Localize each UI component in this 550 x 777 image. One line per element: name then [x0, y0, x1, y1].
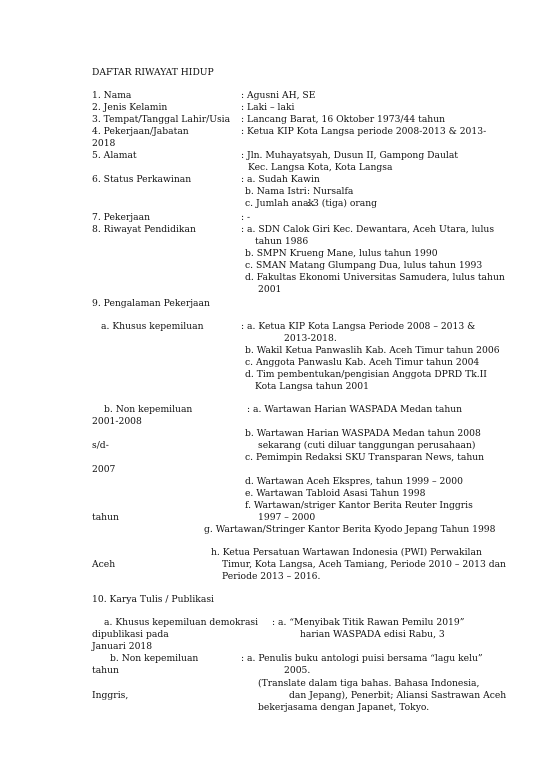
pendidikan-smp: b. SMPN Krueng Mane, lulus tahun 1990 [245, 248, 438, 259]
khusus-c: c. Anggota Panwaslu Kab. Aceh Timur tahun 2004 [245, 357, 480, 368]
karya-khusus-label: a. Khusus kepemiluan demokrasi [104, 617, 259, 628]
jenis-kelamin-label: 2. Jenis Kelamin [92, 102, 168, 113]
anak-value: : 3 (tiga) orang [307, 198, 378, 209]
non-h-cont2: Periode 2013 – 2016. [222, 571, 321, 582]
non-a: : a. Wartawan Harian WASPADA Medan tahun [247, 404, 463, 415]
ttl-value: : Lancang Barat, 16 Oktober 1973/44 tahun [241, 114, 446, 125]
status-label: 6. Status Perkawinan [92, 174, 192, 185]
istri-label: b. Nama Istri [245, 186, 307, 197]
karya-heading: 10. Karya Tulis / Publikasi [92, 594, 214, 605]
non-d: d. Wartawan Aceh Ekspres, tahun 1999 – 2000 [245, 476, 463, 487]
khusus-b: b. Wakil Ketua Panwaslih Kab. Aceh Timur tahun 2006 [245, 345, 500, 356]
pekerjaan-label: 7. Pekerjaan [92, 212, 151, 223]
pendidikan-label: 8. Riwayat Pendidikan [92, 224, 196, 235]
non-f-cont: 1997 – 2000 [258, 512, 316, 523]
karya-khusus-value2: harian WASPADA edisi Rabu, 3 [300, 629, 445, 640]
pendidikan-univ: d. Fakultas Ekonomi Universitas Samudera, lulus tahun [245, 272, 505, 283]
pendidikan-univ-cont: 2001 [258, 284, 282, 295]
nama-value: : Agusni AH, SE [241, 90, 316, 101]
karya-non-value4: dan Jepang), Penerbit; Aliansi Sastrawan Aceh [289, 690, 507, 701]
karya-khusus-left2: dipublikasi pada [92, 629, 169, 640]
document-title: DAFTAR RIWAYAT HIDUP [92, 67, 214, 78]
non-h: h. Ketua Persatuan Wartawan Indonesia (PWI) Perwakilan [211, 547, 482, 558]
pendidikan-sd-cont: tahun 1986 [255, 236, 309, 247]
alamat-value: : Jln. Muhayatsyah, Dusun II, Gampong Daulat [241, 150, 458, 161]
ttl-label: 3. Tempat/Tanggal Lahir/Usia [92, 114, 231, 125]
karya-khusus-value: : a. “Menyibak Titik Rawan Pemilu 2019” [272, 617, 465, 628]
khusus-a-cont: 2013-2018. [284, 333, 337, 344]
anak-label: c. Jumlah anak [245, 198, 314, 209]
khusus-d: d. Tim pembentukan/pengisian Anggota DPRD Tk.II [245, 369, 487, 380]
karya-khusus-left3: Januari 2018 [92, 641, 153, 652]
non-f-left: tahun [92, 512, 119, 523]
non-c-cont: 2007 [92, 464, 116, 475]
non-kepemiluan-label: b. Non kepemiluan [104, 404, 193, 415]
non-e: e. Wartawan Tabloid Asasi Tahun 1998 [245, 488, 426, 499]
khusus-a: : a. Ketua KIP Kota Langsa Periode 2008 – 2013 & [241, 321, 476, 332]
karya-non-left2: tahun [92, 665, 119, 676]
karya-non-value2: 2005. [284, 665, 311, 676]
non-h-left: Aceh [92, 559, 116, 570]
pekerjaan-value: : - [241, 212, 251, 223]
pekerjaan-jabatan-cont: 2018 [92, 138, 116, 149]
karya-non-value3: (Translate dalam tiga bahas. Bahasa Indonesia, [258, 678, 480, 689]
jenis-kelamin-value: : Laki – laki [241, 102, 295, 113]
pengalaman-heading: 9. Pengalaman Pekerjaan [92, 298, 210, 309]
non-f: f. Wartawan/striger Kantor Berita Reuter Inggris [245, 500, 473, 511]
non-b-left: s/d- [92, 440, 109, 451]
non-h-cont: Timur, Kota Langsa, Aceh Tamiang, Periode 2010 – 2013 dan [222, 559, 506, 570]
non-g: g. Wartawan/Stringer Kantor Berita Kyodo Jepang Tahun 1998 [204, 524, 496, 535]
khusus-d-cont: Kota Langsa tahun 2001 [255, 381, 369, 392]
non-b-cont: sekarang (cuti diluar tanggungan perusahaan) [258, 440, 476, 451]
pekerjaan-jabatan-value: : Ketua KIP Kota Langsa periode 2008-2013 & 2013- [241, 126, 487, 137]
non-a-cont: 2001-2008 [92, 416, 142, 427]
istri-value: : Nursalfa [307, 186, 354, 197]
karya-non-value: : a. Penulis buku antologi puisi bersama “lagu kelu” [241, 653, 483, 664]
karya-non-value5: bekerjasama dengan Japanet, Tokyo. [258, 702, 430, 713]
khusus-kepemiluan-label: a. Khusus kepemiluan [101, 321, 204, 332]
karya-non-left4: Inggris, [92, 690, 129, 701]
pendidikan-sma: c. SMAN Matang Glumpang Dua, lulus tahun 1993 [245, 260, 483, 271]
pekerjaan-jabatan-label: 4. Pekerjaan/Jabatan [92, 126, 189, 137]
non-b: b. Wartawan Harian WASPADA Medan tahun 2008 [245, 428, 481, 439]
non-c: c. Pemimpin Redaksi SKU Transparan News, tahun [245, 452, 485, 463]
nama-label: 1. Nama [92, 90, 132, 101]
status-value: : a. Sudah Kawin [241, 174, 320, 185]
pendidikan-sd: : a. SDN Calok Giri Kec. Dewantara, Aceh Utara, lulus [241, 224, 495, 235]
alamat-cont: Kec. Langsa Kota, Kota Langsa [248, 162, 393, 173]
karya-non-label: b. Non kepemiluan [110, 653, 199, 664]
alamat-label: 5. Alamat [92, 150, 137, 161]
